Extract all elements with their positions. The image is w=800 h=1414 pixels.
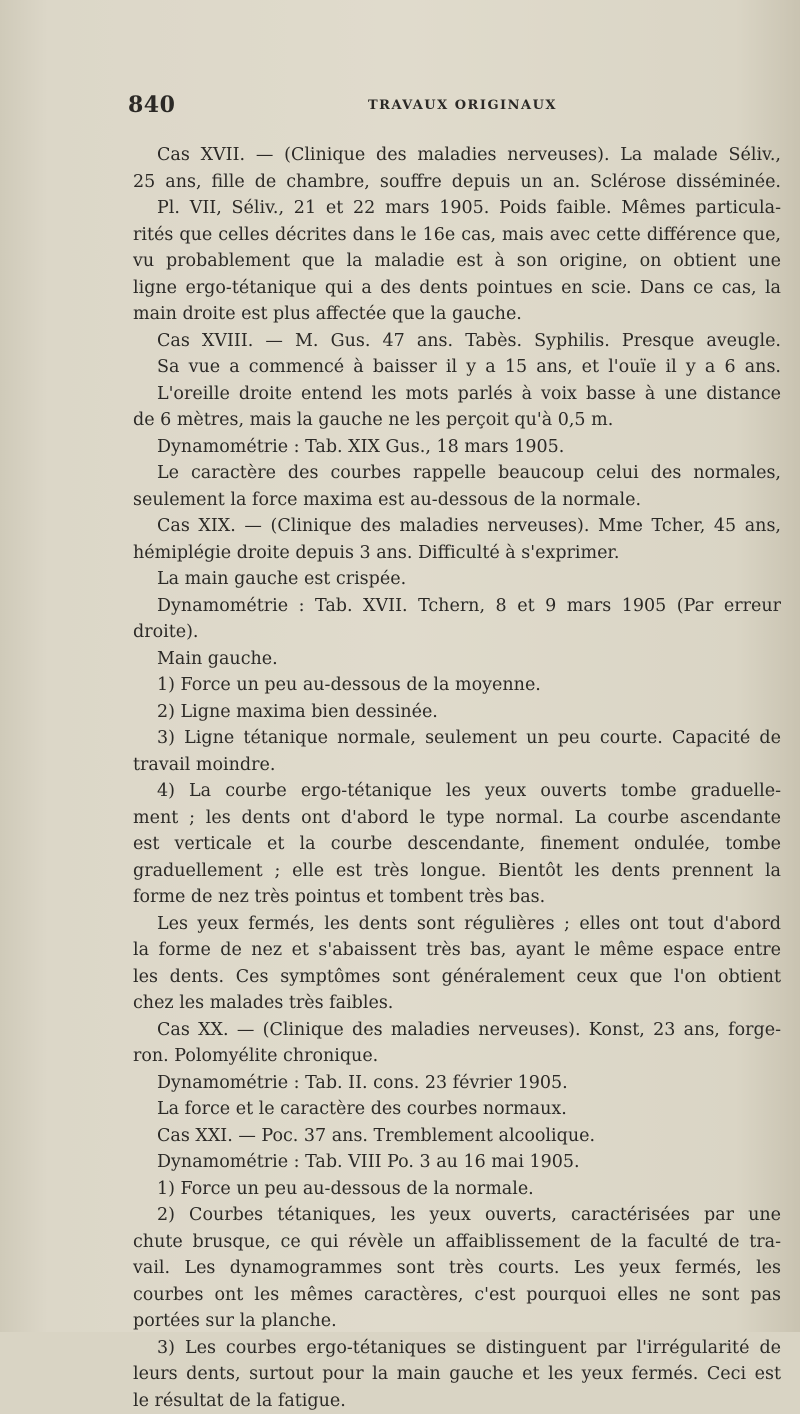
text-line: chez les malades très faibles. xyxy=(133,990,781,1017)
text-line: 25 ans, fille de chambre, souffre depuis un an. Sclérose disséminée. xyxy=(133,169,781,196)
text-line: leurs dents, surtout pour la main gauche et les yeux fermés. Ceci est xyxy=(133,1361,781,1388)
text-line: Sa vue a commencé à baisser il y a 15 ans, et l'ouïe il y a 6 ans. xyxy=(133,354,781,381)
text-line: 1) Force un peu au-dessous de la normale. xyxy=(133,1176,781,1203)
text-line: Dynamométrie : Tab. II. cons. 23 février 1905. xyxy=(133,1070,781,1097)
body-text xyxy=(133,142,781,1414)
text-line: Main gauche. xyxy=(133,646,781,673)
text-line: La main gauche est crispée. xyxy=(133,566,781,593)
text-line: La force et le caractère des courbes normaux. xyxy=(133,1096,781,1123)
text-line: Dynamométrie : Tab. XIX Gus., 18 mars 1905. xyxy=(133,434,781,461)
text-line: le résultat de la fatigue. xyxy=(133,1388,781,1414)
text-line: 3) Les courbes ergo-tétaniques se distinguent par l'irrégularité de xyxy=(133,1335,781,1362)
page-header xyxy=(128,92,783,122)
text-line: la forme de nez et s'abaissent très bas, ayant le même espace entre xyxy=(133,937,781,964)
text-line: graduellement ; elle est très longue. Bientôt les dents prennent la xyxy=(133,858,781,885)
text-line: ment ; les dents ont d'abord le type normal. La courbe ascendante xyxy=(133,805,781,832)
text-line: est verticale et la courbe descendante, finement ondulée, tombe xyxy=(133,831,781,858)
text-line: Cas XXI. — Poc. 37 ans. Tremblement alcoolique. xyxy=(133,1123,781,1150)
text-line: Cas XVII. — (Clinique des maladies nerveuses). La malade Séliv., xyxy=(133,142,781,169)
text-line: 4) La courbe ergo-tétanique les yeux ouverts tombe graduelle- xyxy=(133,778,781,805)
text-line: les dents. Ces symptômes sont généralement ceux que l'on obtient xyxy=(133,964,781,991)
text-line: Le caractère des courbes rappelle beaucoup celui des normales, xyxy=(133,460,781,487)
text-line: droite). xyxy=(133,619,781,646)
text-line: ligne ergo-tétanique qui a des dents pointues en scie. Dans ce cas, la xyxy=(133,275,781,302)
text-line: vu probablement que la maladie est à son origine, on obtient une xyxy=(133,248,781,275)
text-line: Pl. VII, Séliv., 21 et 22 mars 1905. Poids faible. Mêmes particula- xyxy=(133,195,781,222)
text-line: seulement la force maxima est au-dessous de la normale. xyxy=(133,487,781,514)
text-line: 2) Ligne maxima bien dessinée. xyxy=(133,699,781,726)
text-line: Cas XIX. — (Clinique des maladies nerveuses). Mme Tcher, 45 ans, xyxy=(133,513,781,540)
text-line: 2) Courbes tétaniques, les yeux ouverts, caractérisées par une xyxy=(133,1202,781,1229)
text-line: rités que celles décrites dans le 16e cas, mais avec cette différence que, xyxy=(133,222,781,249)
text-line: main droite est plus affectée que la gauche. xyxy=(133,301,781,328)
text-line: Dynamométrie : Tab. XVII. Tchern, 8 et 9 mars 1905 (Par erreur xyxy=(133,593,781,620)
page-number: 840 xyxy=(128,92,175,118)
text-line: L'oreille droite entend les mots parlés à voix basse à une distance xyxy=(133,381,781,408)
text-line: forme de nez très pointus et tombent très bas. xyxy=(133,884,781,911)
text-line: travail moindre. xyxy=(133,752,781,779)
text-line: Dynamométrie : Tab. VIII Po. 3 au 16 mai 1905. xyxy=(133,1149,781,1176)
text-line: portées sur la planche. xyxy=(133,1308,781,1335)
text-line: Les yeux fermés, les dents sont régulières ; elles ont tout d'abord xyxy=(133,911,781,938)
text-line: 1) Force un peu au-dessous de la moyenne. xyxy=(133,672,781,699)
text-line: courbes ont les mêmes caractères, c'est pourquoi elles ne sont pas xyxy=(133,1282,781,1309)
text-line: Cas XVIII. — M. Gus. 47 ans. Tabès. Syphilis. Presque aveugle. xyxy=(133,328,781,355)
text-line: chute brusque, ce qui révèle un affaiblissement de la faculté de tra- xyxy=(133,1229,781,1256)
text-line: de 6 mètres, mais la gauche ne les perçoit qu'à 0,5 m. xyxy=(133,407,781,434)
text-line: 3) Ligne tétanique normale, seulement un peu courte. Capacité de xyxy=(133,725,781,752)
text-line: vail. Les dynamogrammes sont très courts. Les yeux fermés, les xyxy=(133,1255,781,1282)
text-line: ron. Polomyélite chronique. xyxy=(133,1043,781,1070)
text-line: Cas XX. — (Clinique des maladies nerveuses). Konst, 23 ans, forge- xyxy=(133,1017,781,1044)
running-title: TRAVAUX ORIGINAUX xyxy=(368,98,557,113)
text-line: hémiplégie droite depuis 3 ans. Difficulté à s'exprimer. xyxy=(133,540,781,567)
